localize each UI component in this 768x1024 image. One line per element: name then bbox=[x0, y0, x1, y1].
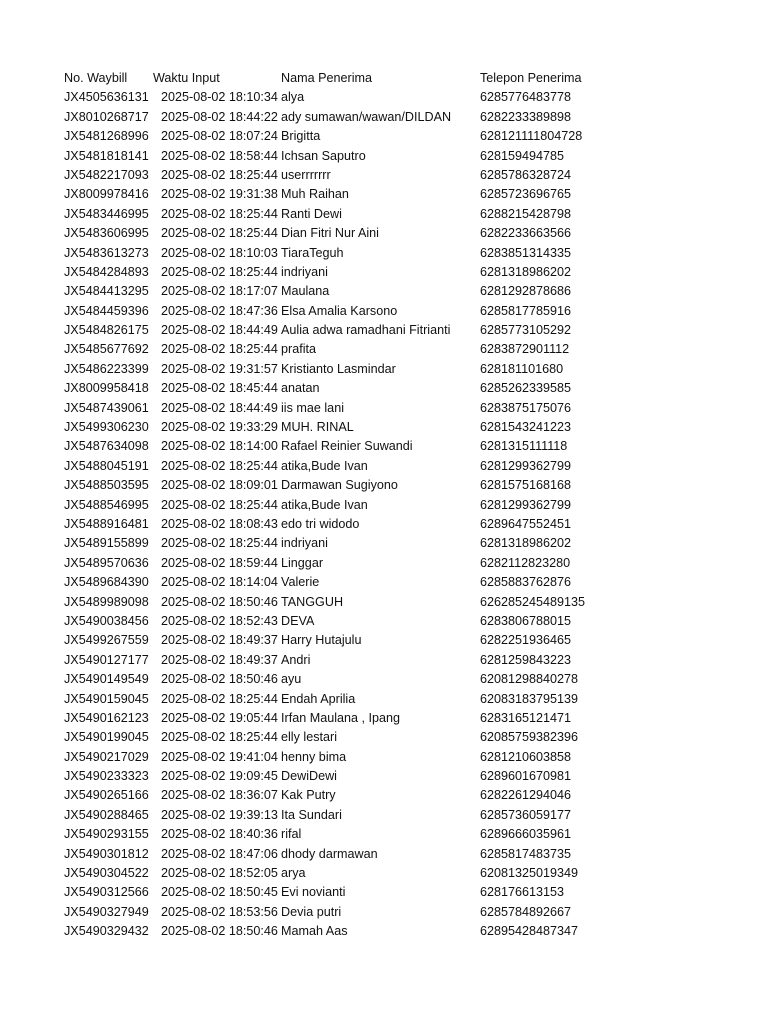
table-row bbox=[64, 748, 724, 767]
table-header bbox=[64, 69, 724, 88]
name-cell: Ichsan Saputro bbox=[281, 148, 366, 163]
waybill-cell: JX5499306230 bbox=[64, 420, 149, 435]
name-cell: Ita Sundari bbox=[281, 807, 342, 822]
table-row bbox=[64, 767, 724, 786]
table-row bbox=[64, 573, 724, 592]
name-cell: Harry Hutajulu bbox=[281, 633, 362, 648]
table-row bbox=[64, 418, 724, 437]
time-cell: 2025-08-02 18:10:03 bbox=[161, 245, 278, 260]
table-row bbox=[64, 690, 724, 709]
time-cell: 2025-08-02 18:52:05 bbox=[161, 866, 278, 881]
phone-cell: 62081325019349 bbox=[480, 866, 579, 881]
table-row bbox=[64, 806, 724, 825]
phone-cell: 62081298840278 bbox=[480, 672, 579, 687]
table-row bbox=[64, 515, 724, 534]
time-cell: 2025-08-02 18:17:07 bbox=[161, 284, 278, 299]
waybill-cell: JX5481818141 bbox=[64, 148, 149, 163]
time-cell: 2025-08-02 18:58:44 bbox=[161, 148, 278, 163]
waybill-cell: JX8009958418 bbox=[64, 381, 149, 396]
time-cell: 2025-08-02 18:25:44 bbox=[161, 226, 278, 241]
waybill-cell: JX5490199045 bbox=[64, 730, 149, 745]
waybill-cell: JX5487439061 bbox=[64, 400, 149, 415]
waybill-cell: JX5499267559 bbox=[64, 633, 149, 648]
time-cell: 2025-08-02 18:25:44 bbox=[161, 497, 278, 512]
phone-cell: 6282251936465 bbox=[480, 633, 572, 648]
phone-cell: 62895428487347 bbox=[480, 924, 579, 939]
waybill-cell: JX8010268717 bbox=[64, 109, 149, 124]
name-cell: atika,Bude Ivan bbox=[281, 458, 368, 473]
table-row bbox=[64, 360, 724, 379]
waybill-cell: JX5489570636 bbox=[64, 555, 149, 570]
phone-cell: 6289647552451 bbox=[480, 516, 572, 531]
time-cell: 2025-08-02 18:08:43 bbox=[161, 516, 278, 531]
table-row bbox=[64, 825, 724, 844]
phone-cell: 6281292878686 bbox=[480, 284, 572, 299]
time-cell: 2025-08-02 18:25:44 bbox=[161, 691, 278, 706]
time-cell: 2025-08-02 18:47:06 bbox=[161, 846, 278, 861]
table-row bbox=[64, 263, 724, 282]
phone-cell: 628181101680 bbox=[480, 361, 564, 376]
phone-cell: 6281210603858 bbox=[480, 749, 572, 764]
phone-cell: 6285786328724 bbox=[480, 167, 572, 182]
name-cell: dhody darmawan bbox=[281, 846, 378, 861]
time-cell: 2025-08-02 19:39:13 bbox=[161, 807, 278, 822]
table-row bbox=[64, 593, 724, 612]
time-cell: 2025-08-02 18:59:44 bbox=[161, 555, 278, 570]
header-time: Waktu Input bbox=[153, 71, 220, 85]
waybill-cell: JX5483613273 bbox=[64, 245, 149, 260]
phone-cell: 6285883762876 bbox=[480, 575, 572, 590]
table-row bbox=[64, 922, 724, 941]
phone-cell: 6281318986202 bbox=[480, 536, 572, 551]
phone-cell: 6285723696765 bbox=[480, 187, 572, 202]
table-row bbox=[64, 534, 724, 553]
name-cell: Devia putri bbox=[281, 904, 342, 919]
time-cell: 2025-08-02 19:31:38 bbox=[161, 187, 278, 202]
name-cell: Kak Putry bbox=[281, 788, 336, 803]
waybill-cell: JX5484413295 bbox=[64, 284, 149, 299]
name-cell: ady sumawan/wawan/DILDAN bbox=[281, 109, 452, 124]
name-cell: indriyani bbox=[281, 536, 328, 551]
waybill-cell: JX5488503595 bbox=[64, 478, 149, 493]
table-row bbox=[64, 554, 724, 573]
waybill-cell: JX5488045191 bbox=[64, 458, 149, 473]
table-row bbox=[64, 845, 724, 864]
waybill-cell: JX5490293155 bbox=[64, 827, 149, 842]
waybill-cell: JX5481268996 bbox=[64, 129, 149, 144]
time-cell: 2025-08-02 18:25:44 bbox=[161, 167, 278, 182]
time-cell: 2025-08-02 18:25:44 bbox=[161, 342, 278, 357]
waybill-cell: JX5490233323 bbox=[64, 769, 149, 784]
table-row bbox=[64, 147, 724, 166]
table-row bbox=[64, 399, 724, 418]
phone-cell: 6281575168168 bbox=[480, 478, 572, 493]
time-cell: 2025-08-02 19:31:57 bbox=[161, 361, 278, 376]
time-cell: 2025-08-02 18:44:22 bbox=[161, 109, 278, 124]
name-cell: elly lestari bbox=[281, 730, 337, 745]
phone-cell: 62085759382396 bbox=[480, 730, 579, 745]
phone-cell: 6285736059177 bbox=[480, 807, 572, 822]
phone-cell: 6281318986202 bbox=[480, 264, 572, 279]
waybill-cell: JX5490327949 bbox=[64, 904, 149, 919]
name-cell: prafita bbox=[281, 342, 317, 357]
waybill-table bbox=[64, 69, 724, 942]
phone-cell: 628121111804728 bbox=[480, 129, 583, 144]
waybill-cell: JX5490312566 bbox=[64, 885, 149, 900]
waybill-cell: JX5483446995 bbox=[64, 206, 149, 221]
table-row bbox=[64, 476, 724, 495]
waybill-cell: JX5490301812 bbox=[64, 846, 149, 861]
phone-cell: 6283875175076 bbox=[480, 400, 572, 415]
header-name: Nama Penerima bbox=[281, 71, 372, 85]
header-waybill: No. Waybill bbox=[64, 71, 128, 85]
time-cell: 2025-08-02 18:47:36 bbox=[161, 303, 278, 318]
waybill-cell: JX4505636131 bbox=[64, 90, 149, 105]
waybill-cell: JX5490038456 bbox=[64, 613, 149, 628]
name-cell: edo tri widodo bbox=[281, 516, 360, 531]
phone-cell: 6281543241223 bbox=[480, 420, 572, 435]
name-cell: userrrrrrr bbox=[281, 167, 331, 182]
name-cell: Endah Aprilia bbox=[281, 691, 356, 706]
waybill-cell: JX5489684390 bbox=[64, 575, 149, 590]
phone-cell: 6289666035961 bbox=[480, 827, 572, 842]
name-cell: henny bima bbox=[281, 749, 347, 764]
phone-cell: 6282112823280 bbox=[480, 555, 571, 570]
time-cell: 2025-08-02 19:33:29 bbox=[161, 420, 278, 435]
waybill-cell: JX5484284893 bbox=[64, 264, 149, 279]
table-row bbox=[64, 108, 724, 127]
phone-cell: 6281259843223 bbox=[480, 652, 572, 667]
name-cell: indriyani bbox=[281, 264, 328, 279]
waybill-cell: JX5484826175 bbox=[64, 323, 149, 338]
name-cell: Darmawan Sugiyono bbox=[281, 478, 398, 493]
phone-cell: 6285817785916 bbox=[480, 303, 572, 318]
waybill-cell: JX5484459396 bbox=[64, 303, 149, 318]
table-row bbox=[64, 883, 724, 902]
time-cell: 2025-08-02 18:50:46 bbox=[161, 924, 278, 939]
phone-cell: 6282233663566 bbox=[480, 226, 572, 241]
phone-cell: 6289601670981 bbox=[480, 769, 572, 784]
phone-cell: 628159494785 bbox=[480, 148, 565, 163]
time-cell: 2025-08-02 18:50:46 bbox=[161, 672, 278, 687]
name-cell: Brigitta bbox=[281, 129, 321, 144]
name-cell: Valerie bbox=[281, 575, 320, 590]
phone-cell: 6283851314335 bbox=[480, 245, 572, 260]
table-row bbox=[64, 340, 724, 359]
name-cell: rifal bbox=[281, 827, 302, 842]
name-cell: Linggar bbox=[281, 555, 324, 570]
waybill-cell: JX5490159045 bbox=[64, 691, 149, 706]
waybill-cell: JX5486223399 bbox=[64, 361, 149, 376]
table-row bbox=[64, 457, 724, 476]
waybill-cell: JX5490149549 bbox=[64, 672, 149, 687]
time-cell: 2025-08-02 18:40:36 bbox=[161, 827, 278, 842]
time-cell: 2025-08-02 19:05:44 bbox=[161, 710, 278, 725]
phone-cell: 6285817483735 bbox=[480, 846, 572, 861]
phone-cell: 62083183795139 bbox=[480, 691, 579, 706]
waybill-cell: JX5483606995 bbox=[64, 226, 149, 241]
name-cell: Maulana bbox=[281, 284, 330, 299]
name-cell: alya bbox=[281, 90, 305, 105]
time-cell: 2025-08-02 18:53:56 bbox=[161, 904, 278, 919]
name-cell: Aulia adwa ramadhani Fitrianti bbox=[281, 323, 451, 338]
table-row bbox=[64, 205, 724, 224]
name-cell: Kristianto Lasmindar bbox=[281, 361, 396, 376]
time-cell: 2025-08-02 18:50:45 bbox=[161, 885, 278, 900]
waybill-cell: JX5490265166 bbox=[64, 788, 149, 803]
phone-cell: 6283872901112 bbox=[480, 342, 570, 357]
name-cell: Irfan Maulana , Ipang bbox=[281, 710, 401, 725]
waybill-cell: JX5488546995 bbox=[64, 497, 149, 512]
table-row bbox=[64, 224, 724, 243]
name-cell: DewiDewi bbox=[281, 769, 337, 784]
waybill-cell: JX8009978416 bbox=[64, 187, 149, 202]
table-row bbox=[64, 670, 724, 689]
time-cell: 2025-08-02 18:49:37 bbox=[161, 633, 278, 648]
table-row bbox=[64, 728, 724, 747]
phone-cell: 6283806788015 bbox=[480, 613, 572, 628]
time-cell: 2025-08-02 18:45:44 bbox=[161, 381, 278, 396]
time-cell: 2025-08-02 18:50:46 bbox=[161, 594, 278, 609]
table-row bbox=[64, 282, 724, 301]
name-cell: Muh Raihan bbox=[281, 187, 349, 202]
name-cell: atika,Bude Ivan bbox=[281, 497, 368, 512]
table-row bbox=[64, 631, 724, 650]
table-row bbox=[64, 786, 724, 805]
time-cell: 2025-08-02 18:36:07 bbox=[161, 788, 278, 803]
waybill-cell: JX5488916481 bbox=[64, 516, 149, 531]
name-cell: ayu bbox=[281, 672, 302, 687]
table-row bbox=[64, 709, 724, 728]
phone-cell: 6281299362799 bbox=[480, 497, 572, 512]
waybill-cell: JX5487634098 bbox=[64, 439, 149, 454]
table-body bbox=[64, 88, 724, 941]
waybill-cell: JX5489155899 bbox=[64, 536, 149, 551]
table-row bbox=[64, 185, 724, 204]
table-row bbox=[64, 496, 724, 515]
time-cell: 2025-08-02 19:41:04 bbox=[161, 749, 278, 764]
waybill-cell: JX5490288465 bbox=[64, 807, 149, 822]
time-cell: 2025-08-02 18:25:44 bbox=[161, 206, 278, 221]
time-cell: 2025-08-02 18:07:24 bbox=[161, 129, 278, 144]
name-cell: Ranti Dewi bbox=[281, 206, 342, 221]
waybill-cell: JX5490127177 bbox=[64, 652, 149, 667]
time-cell: 2025-08-02 19:09:45 bbox=[161, 769, 278, 784]
table-row bbox=[64, 166, 724, 185]
waybill-cell: JX5482217093 bbox=[64, 167, 149, 182]
name-cell: Mamah Aas bbox=[281, 924, 348, 939]
table-row bbox=[64, 88, 724, 107]
waybill-cell: JX5489989098 bbox=[64, 594, 149, 609]
time-cell: 2025-08-02 18:52:43 bbox=[161, 613, 278, 628]
time-cell: 2025-08-02 18:14:04 bbox=[161, 575, 278, 590]
table-row bbox=[64, 903, 724, 922]
time-cell: 2025-08-02 18:25:44 bbox=[161, 458, 278, 473]
table-row bbox=[64, 612, 724, 631]
waybill-cell: JX5490304522 bbox=[64, 866, 149, 881]
phone-cell: 628176613153 bbox=[480, 885, 565, 900]
waybill-cell: JX5490217029 bbox=[64, 749, 149, 764]
phone-cell: 6283165121471 bbox=[480, 710, 572, 725]
waybill-cell: JX5485677692 bbox=[64, 342, 149, 357]
table-row bbox=[64, 321, 724, 340]
phone-cell: 6282261294046 bbox=[480, 788, 572, 803]
time-cell: 2025-08-02 18:09:01 bbox=[161, 478, 278, 493]
name-cell: MUH. RINAL bbox=[281, 420, 354, 435]
phone-cell: 6285776483778 bbox=[480, 90, 572, 105]
table-row bbox=[64, 379, 724, 398]
table-row bbox=[64, 437, 724, 456]
time-cell: 2025-08-02 18:25:44 bbox=[161, 536, 278, 551]
waybill-cell: JX5490162123 bbox=[64, 710, 149, 725]
phone-cell: 6281315111118 bbox=[480, 439, 568, 454]
time-cell: 2025-08-02 18:44:49 bbox=[161, 323, 278, 338]
name-cell: Rafael Reinier Suwandi bbox=[281, 439, 413, 454]
phone-cell: 6282233389898 bbox=[480, 109, 572, 124]
time-cell: 2025-08-02 18:14:00 bbox=[161, 439, 278, 454]
name-cell: DEVA bbox=[281, 613, 315, 628]
name-cell: iis mae lani bbox=[281, 400, 344, 415]
phone-cell: 6285773105292 bbox=[480, 323, 572, 338]
name-cell: Evi novianti bbox=[281, 885, 346, 900]
header-phone: Telepon Penerima bbox=[480, 71, 582, 85]
phone-cell: 6285784892667 bbox=[480, 904, 572, 919]
phone-cell: 6281299362799 bbox=[480, 458, 572, 473]
table-row bbox=[64, 127, 724, 146]
waybill-cell: JX5490329432 bbox=[64, 924, 149, 939]
table-row bbox=[64, 244, 724, 263]
name-cell: Elsa Amalia Karsono bbox=[281, 303, 398, 318]
name-cell: TiaraTeguh bbox=[281, 245, 344, 260]
phone-cell: 6285262339585 bbox=[480, 381, 572, 396]
table-row bbox=[64, 302, 724, 321]
name-cell: arya bbox=[281, 866, 306, 881]
phone-cell: 6288215428798 bbox=[480, 206, 572, 221]
name-cell: anatan bbox=[281, 381, 320, 396]
table-row bbox=[64, 651, 724, 670]
time-cell: 2025-08-02 18:49:37 bbox=[161, 652, 278, 667]
name-cell: TANGGUH bbox=[281, 594, 344, 609]
name-cell: Dian Fitri Nur Aini bbox=[281, 226, 379, 241]
name-cell: Andri bbox=[281, 652, 311, 667]
phone-cell: 626285245489135 bbox=[480, 594, 586, 609]
time-cell: 2025-08-02 18:44:49 bbox=[161, 400, 278, 415]
time-cell: 2025-08-02 18:10:34 bbox=[161, 90, 278, 105]
time-cell: 2025-08-02 18:25:44 bbox=[161, 730, 278, 745]
table-row bbox=[64, 864, 724, 883]
time-cell: 2025-08-02 18:25:44 bbox=[161, 264, 278, 279]
